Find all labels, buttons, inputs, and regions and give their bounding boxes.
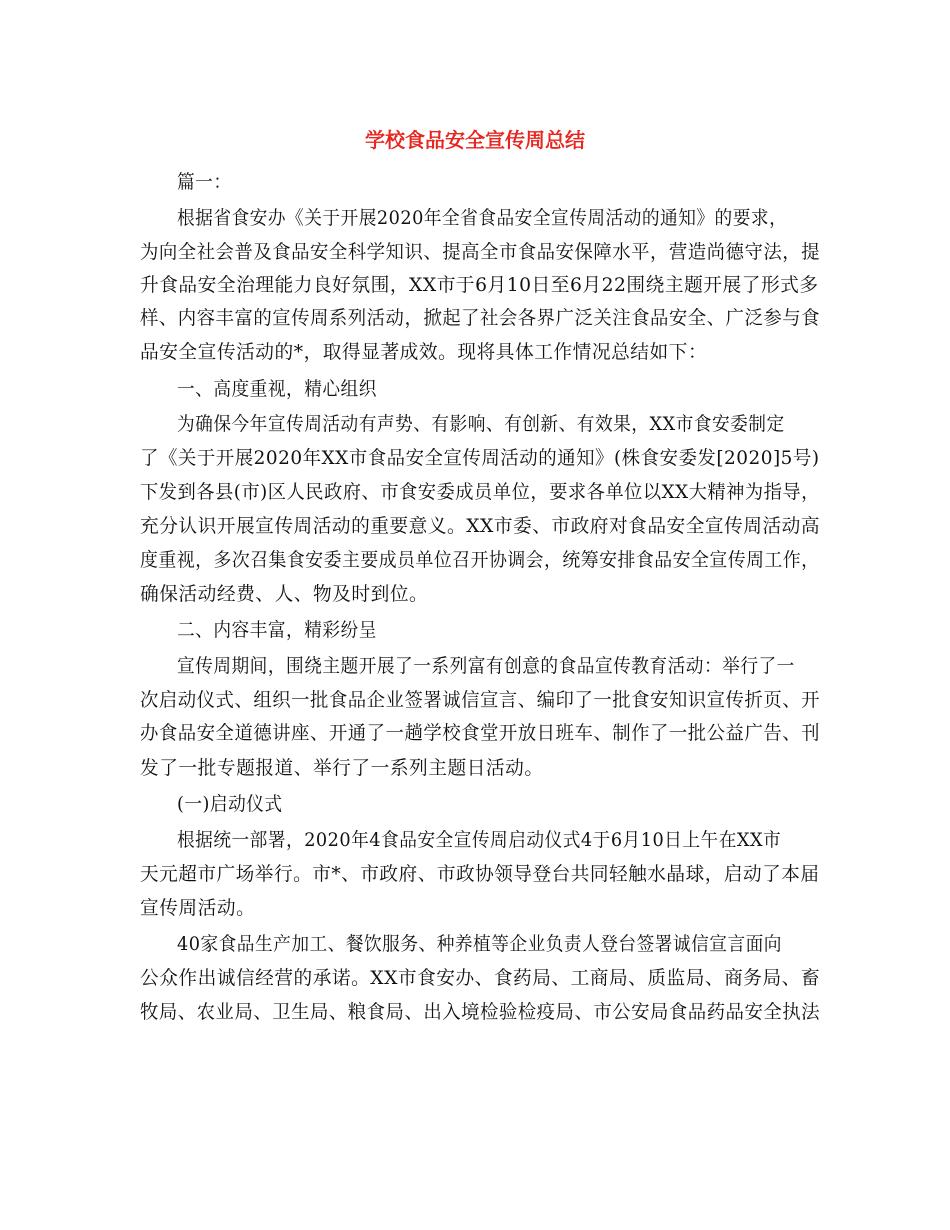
paragraph-line: 升食品安全治理能力良好氛围，XX市于6月10日至6月22围绕主题开展了形式多: [140, 274, 819, 296]
paragraph-line: 度重视，多次召集食安委主要成员单位召开协调会，统筹安排食品安全宣传周工作，: [140, 549, 820, 571]
paragraph-line: 天元超市广场举行。市*、市政府、市政协领导登台共同轻触水晶球，启动了本届: [140, 863, 820, 885]
paragraph-line: 为向全社会普及食品安全科学知识、提高全市食品安保障水平，营造尚德守法，提: [140, 241, 821, 263]
paragraph-line: 次启动仪式、组织一批食品企业签署诚信宣言、编印了一批食安知识宣传折页、开: [140, 689, 821, 711]
document-title: 学校食品安全宣传周总结: [365, 128, 585, 152]
paragraph-line: 篇一：: [177, 171, 232, 193]
section-heading: 二、内容丰富，精彩纷呈: [177, 619, 377, 641]
paragraph-line: 充分认识开展宣传周活动的重要意义。XX市委、市政府对食品安全宣传周活动高: [140, 515, 821, 537]
paragraph-line: 宣传周活动。: [140, 897, 256, 919]
paragraph-line: 根据统一部署，2020年4食品安全宣传周启动仪式4于6月10日上午在XX市: [177, 829, 782, 851]
paragraph-line: 样、内容丰富的宣传周系列活动，掀起了社会各界广泛关注食品安全、广泛参与食: [140, 307, 821, 329]
paragraph-line: 宣传周期间，围绕主题开展了一系列富有创意的食品宣传教育活动：举行了一: [177, 655, 795, 677]
paragraph-line: 品安全宣传活动的*，取得显著成效。现将具体工作情况总结如下：: [140, 341, 708, 363]
paragraph-line: 为确保今年宣传周活动有声势、有影响、有创新、有效果，XX市食安委制定: [177, 413, 785, 435]
paragraph-line: 下发到各县(市)区人民政府、市食安委成员单位，要求各单位以XX大精神为指导，: [140, 481, 820, 503]
section-heading: 一、高度重视，精心组织: [177, 378, 377, 400]
paragraph-line: 根据省食安办《关于开展2020年全省食品安全宣传周活动的通知》的要求，: [177, 207, 788, 229]
paragraph-line: 牧局、农业局、卫生局、粮食局、出入境检验检疫局、市公安局食品药品安全执法: [140, 1001, 821, 1023]
paragraph-line: 发了一批专题报道、举行了一系列主题日活动。: [140, 757, 544, 779]
subsection-heading: (一)启动仪式: [177, 793, 283, 815]
paragraph-line: 办食品安全道德讲座、开通了一趟学校食堂开放日班车、制作了一批公益广告、刊: [140, 722, 821, 744]
paragraph-line: 确保活动经费、人、物及时到位。: [140, 583, 429, 605]
paragraph-line: 了《关于开展2020年XX市食品安全宣传周活动的通知》(株食安委发[2020]5号): [140, 447, 820, 469]
paragraph-line: 40家食品生产加工、餐饮服务、种养植等企业负责人登台签署诚信宣言面向: [177, 933, 782, 955]
paragraph-line: 公众作出诚信经营的承诺。XX市食安办、食药局、工商局、质监局、商务局、畜: [140, 967, 821, 989]
